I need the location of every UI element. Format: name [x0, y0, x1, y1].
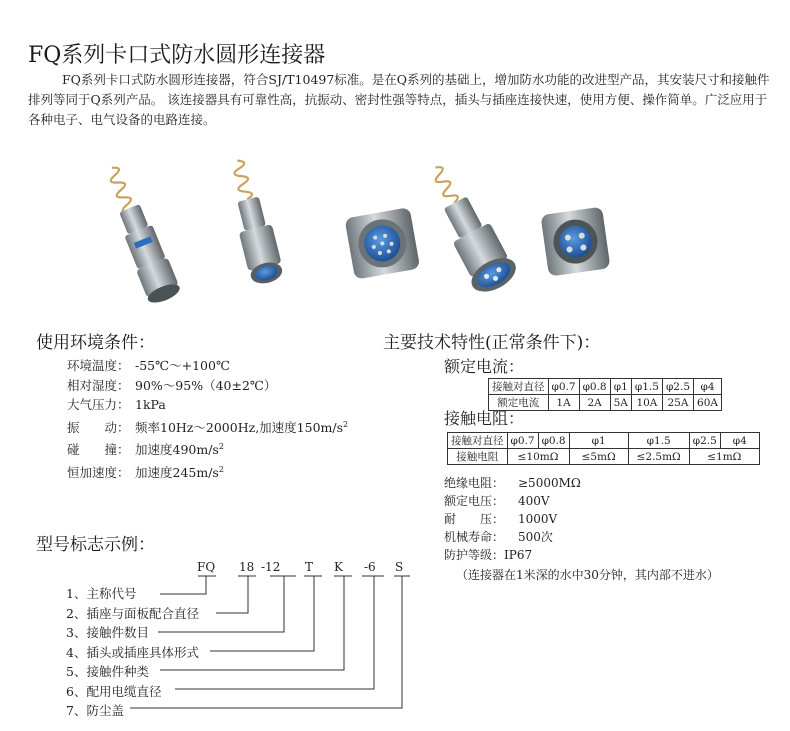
env-label: 振 动：	[67, 419, 130, 435]
env-row-acceleration	[67, 460, 348, 483]
table-cell: φ1	[569, 433, 628, 449]
leader-line-4	[210, 576, 314, 651]
env-value: 加速度245m/s	[135, 464, 219, 480]
plug-with-spring-2	[222, 156, 285, 286]
table-cell: φ0.8	[538, 433, 569, 449]
legend-item-2: 2、插座与面板配合直径	[66, 605, 199, 621]
environment-list	[67, 356, 348, 482]
spec-value: ≥5000MΩ	[518, 476, 581, 490]
leader-line-6	[175, 576, 374, 689]
current-label: 额定电流：	[444, 357, 525, 376]
code-part-5: K	[334, 560, 343, 574]
page-title: FQ系列卡口式防水圆形连接器	[28, 43, 326, 68]
code-part-2: 18	[239, 560, 255, 574]
resistance-label: 接触电阻：	[444, 409, 525, 428]
table-cell: φ1.5	[628, 433, 689, 449]
table-cell: φ1.5	[631, 379, 662, 395]
spec-value: 500次	[518, 530, 553, 544]
table-cell: φ0.8	[579, 379, 610, 395]
env-value: -55℃～+100℃	[135, 358, 230, 373]
model-heading: 型号标志示例：	[36, 535, 155, 555]
env-label: 环境温度：	[67, 358, 130, 373]
plug-with-spring-1	[97, 161, 182, 306]
env-value: 加速度490m/s	[135, 442, 219, 458]
spec-row-life	[444, 528, 581, 546]
env-sup: 2	[218, 464, 224, 474]
code-part-6: -6	[364, 560, 376, 574]
intro-text: FQ系列卡口式防水圆形连接器，符合SJ/T10497标准。是在Q系列的基础上，增加防水功能的改进型产品，其安装尺寸和接触件排列等同于Q系列产品。 该连接器具有可靠性高，抗振动、密封性强等特点，插头与插座连接快速，使用方便、操作简单。广泛应用于各种电子、电气设备的电路连接。	[28, 72, 770, 127]
table-cell: ≤2.5mΩ	[628, 449, 689, 465]
env-sup: 2	[218, 442, 224, 452]
table-cell: 10A	[631, 395, 662, 411]
spec-row-withstand	[444, 510, 581, 528]
table-cell: φ0.7	[548, 379, 579, 395]
env-label: 相对湿度：	[67, 377, 130, 393]
legend-item-7: 7、防尘盖	[66, 703, 124, 718]
table-cell: 25A	[662, 395, 693, 411]
legend-item-5: 5、接触件种类	[66, 664, 149, 679]
current-table	[488, 378, 722, 411]
table-cell: 接触对直径	[489, 379, 549, 395]
table-cell: 5A	[610, 395, 631, 411]
square-socket-1	[344, 207, 420, 280]
table-row	[489, 379, 722, 395]
env-value: 1kPa	[135, 397, 166, 412]
spec-value: 400V	[518, 494, 550, 508]
env-row-vibration	[67, 415, 348, 438]
table-cell: φ4	[720, 433, 759, 449]
table-cell: φ4	[694, 379, 722, 395]
table-cell: 2A	[579, 395, 610, 411]
table-row	[448, 433, 760, 449]
model-legend-list	[66, 584, 199, 721]
env-label: 大气压力：	[67, 397, 130, 412]
code-part-7: S	[395, 560, 404, 574]
spec-label: 额定电压：	[444, 494, 505, 508]
environment-heading: 使用环境条件：	[36, 333, 155, 353]
code-part-3: -12	[261, 560, 281, 574]
spec-label: 绝缘电阻：	[444, 476, 505, 490]
square-socket-2	[540, 207, 610, 277]
env-label: 碰 撞：	[67, 442, 130, 458]
table-cell: ≤5mΩ	[569, 449, 628, 465]
table-cell: φ2.5	[689, 433, 720, 449]
spec-label: 防护等级：	[444, 548, 505, 562]
table-cell: φ1	[610, 379, 631, 395]
env-row-pressure	[67, 395, 348, 415]
tech-heading: 主要技术特性(正常条件下)：	[383, 333, 601, 353]
spec-row-protection	[444, 546, 581, 564]
leader-line-2	[216, 576, 248, 613]
env-sup: 2	[343, 419, 349, 429]
spec-value: IP67	[504, 548, 533, 562]
legend-item-1: 1、主称代号	[66, 586, 137, 601]
env-row-humidity	[67, 376, 348, 396]
table-cell: 60A	[694, 395, 722, 411]
waterproof-note: （连接器在1米深的水中30分钟，其内部不进水）	[456, 568, 719, 582]
table-cell: ≤1mΩ	[689, 449, 759, 465]
legend-item-3: 3、接触件数目	[66, 625, 149, 640]
legend-item-6: 6、配用电缆直径	[66, 683, 162, 699]
env-label: 恒加速度：	[67, 464, 130, 480]
legend-item-4: 4、插头或插座具体形式	[66, 644, 199, 660]
table-cell: 接触对直径	[448, 433, 508, 449]
spec-value: 1000V	[518, 512, 558, 526]
env-row-shock	[67, 437, 348, 460]
spec-row-insulation	[444, 474, 581, 492]
product-photos	[90, 150, 710, 310]
table-cell: 接触电阻	[448, 449, 508, 465]
table-cell: 额定电流	[489, 395, 549, 411]
intro-paragraph	[28, 70, 773, 130]
spec-row-voltage	[444, 492, 581, 510]
resistance-table	[447, 432, 760, 465]
plug-with-spring-3	[415, 156, 521, 299]
code-part-1: FQ	[197, 560, 216, 574]
table-cell: φ2.5	[662, 379, 693, 395]
table-cell: ≤10mΩ	[507, 449, 569, 465]
tech-spec-list	[444, 474, 581, 564]
env-row-temperature	[67, 356, 348, 376]
table-cell: φ0.7	[507, 433, 538, 449]
spec-label: 耐 压：	[444, 512, 505, 526]
env-value: 频率10Hz～2000Hz,加速度150m/s	[135, 419, 344, 435]
table-cell: 1A	[548, 395, 579, 411]
env-value: 90%～95%（40±2℃）	[135, 377, 277, 393]
code-part-4: T	[305, 560, 314, 574]
spec-label: 机械寿命：	[444, 530, 505, 544]
table-row	[448, 449, 760, 465]
